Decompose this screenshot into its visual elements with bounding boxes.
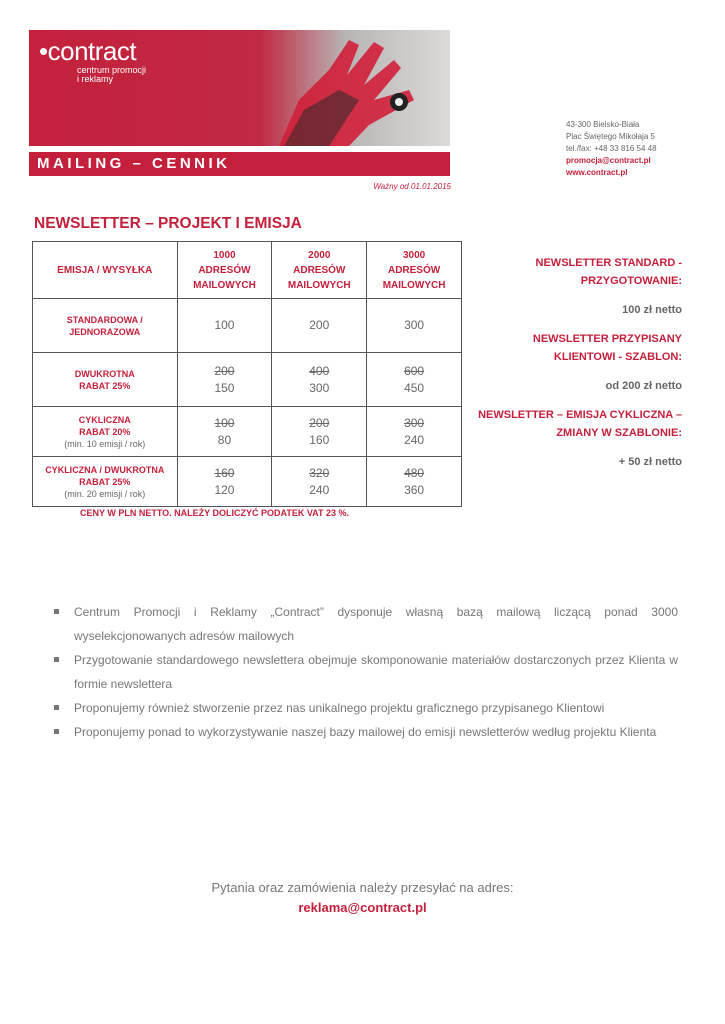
new-price: 80	[217, 432, 232, 447]
list-item	[54, 600, 678, 648]
side-template-price: od 200 zł netto	[605, 380, 682, 392]
old-price: 480	[404, 465, 425, 480]
section-title: NEWSLETTER – PROJEKT I EMISJA	[34, 215, 302, 232]
old-price: 160	[214, 465, 235, 480]
new-price: 240	[404, 432, 425, 447]
row-label-line-1: CYKLICZNA	[78, 414, 131, 425]
old-price: 400	[309, 363, 330, 378]
header-1000-number: 1000	[213, 249, 236, 261]
address-line-2: Plac Świętego Mikołaja 5	[566, 132, 655, 141]
info-bullet-list	[54, 600, 678, 744]
list-item-text: Proponujemy również stworzenie przez nas unikalnego projektu graficznego przypisanego Klientowi	[74, 701, 605, 715]
price-cell	[367, 457, 462, 507]
price-cell: 300	[367, 299, 462, 353]
logo-sub-line-2: i reklamy	[77, 74, 114, 84]
footer-question: Pytania oraz zamówienia należy przesyłać na adres:	[211, 880, 514, 895]
side-template-heading-1: NEWSLETTER PRZYPISANY	[532, 333, 682, 345]
footer-email-link[interactable]: reklama@contract.pl	[298, 900, 427, 915]
price-cell	[367, 353, 462, 407]
price-cell	[272, 457, 367, 507]
row-label	[33, 353, 178, 407]
vat-note: CENY W PLN NETTO. NALEŻY DOLICZYĆ PODATEK VAT 23 %.	[80, 508, 350, 518]
table-row	[33, 407, 462, 457]
page-title-bar	[29, 152, 450, 176]
list-item	[54, 720, 678, 744]
row-label	[33, 407, 178, 457]
address-line-1: 43-300 Bielsko-Biała	[566, 120, 640, 129]
header-2000-mailowych: MAILOWYCH	[287, 279, 351, 291]
bullet-square-icon	[54, 729, 59, 734]
row-label-line-1: STANDARDOWA /	[66, 314, 143, 325]
side-price-list	[476, 254, 682, 468]
header-3000-mailowych: MAILOWYCH	[382, 279, 446, 291]
new-price: 360	[404, 482, 425, 497]
row-label	[33, 457, 178, 507]
header-2000-number: 2000	[308, 249, 331, 261]
header-2000-adresow: ADRESÓW	[293, 264, 346, 276]
row-label-note: (min. 10 emisji / rok)	[64, 438, 146, 449]
price-cell	[177, 457, 272, 507]
row-label-note: (min. 20 emisji / rok)	[64, 488, 146, 499]
new-price: 450	[404, 380, 425, 395]
row-label-line-2: RABAT 20%	[79, 426, 131, 437]
side-standard-heading-1: NEWSLETTER STANDARD -	[535, 257, 682, 269]
old-price: 320	[309, 465, 330, 480]
row-label-line-2: RABAT 25%	[79, 380, 131, 391]
bullet-square-icon	[54, 705, 59, 710]
row-label-line-1: CYKLICZNA / DWUKROTNA	[45, 464, 165, 475]
old-price: 600	[404, 363, 425, 378]
header-1000-mailowych: MAILOWYCH	[193, 279, 256, 291]
price-cell	[177, 407, 272, 457]
table-row	[33, 457, 462, 507]
address-email-link[interactable]: promocja@contract.pl	[566, 156, 651, 165]
footer-contact	[0, 878, 725, 918]
old-price: 300	[404, 415, 425, 430]
new-price: 160	[309, 432, 330, 447]
logo-sub-line-1: centrum promocji	[77, 65, 147, 75]
table-row	[33, 299, 462, 353]
company-address	[566, 119, 657, 179]
list-item-text: Proponujemy ponad to wykorzystywanie naszej bazy mailowej do emisji newsletterów według projektu Klienta	[74, 725, 657, 739]
price-cell	[367, 407, 462, 457]
header-3000-number: 3000	[402, 249, 426, 261]
address-phone: tel./fax: +48 33 816 54 48	[566, 144, 657, 153]
new-price: 240	[309, 482, 330, 497]
address-web-link[interactable]: www.contract.pl	[566, 168, 628, 177]
price-cell: 200	[272, 299, 367, 353]
list-item-text: Centrum Promocji i Reklamy „Contract” dysponuje własną bazą mailową liczącą ponad 3000 wyselekcjonowanych adresów mailowych	[74, 605, 678, 643]
header-3000-adresow: ADRESÓW	[387, 264, 441, 276]
logo-subtitle	[77, 66, 146, 84]
validity-date: Ważny od 01.01.2015	[373, 182, 451, 191]
header-2000	[272, 242, 367, 299]
old-price: 100	[214, 415, 235, 430]
side-standard-price: 100 zł netto	[622, 304, 682, 316]
list-item	[54, 696, 678, 720]
price-cell	[177, 353, 272, 407]
row-label	[33, 299, 178, 353]
row-label-line-1: DWUKROTNA	[74, 368, 135, 379]
price-table	[32, 241, 462, 507]
price-cell	[272, 407, 367, 457]
page-title: MAILING – CENNIK	[37, 155, 231, 172]
price-cell	[272, 353, 367, 407]
new-price: 120	[214, 482, 235, 497]
row-label-line-2: RABAT 25%	[79, 476, 131, 487]
side-cyclic-heading-1: NEWSLETTER – EMISJA CYKLICZNA –	[478, 409, 682, 421]
side-cyclic-heading-2: ZMIANY W SZABLONIE:	[556, 427, 682, 439]
new-price: 150	[214, 380, 235, 395]
header-1000	[177, 242, 272, 299]
list-item	[54, 648, 678, 696]
row-label-line-2: JEDNORAZOWA	[69, 326, 141, 337]
header-1000-adresow: ADRESÓW	[198, 264, 251, 276]
price-cell: 100	[177, 299, 272, 353]
new-price: 300	[309, 380, 330, 395]
side-standard-heading-2: PRZYGOTOWANIE:	[580, 275, 682, 287]
old-price: 200	[214, 363, 235, 378]
bullet-square-icon	[54, 609, 59, 614]
header-emisja: EMISJA / WYSYŁKA	[33, 242, 178, 299]
bullet-square-icon	[54, 657, 59, 662]
table-header-row	[33, 242, 462, 299]
side-template-heading-2: KLIENTOWI - SZABLON:	[553, 351, 682, 363]
side-cyclic-price: + 50 zł netto	[618, 456, 682, 468]
header-banner	[29, 30, 450, 146]
header-3000	[367, 242, 462, 299]
contract-logo: •contract	[39, 36, 137, 66]
table-row	[33, 353, 462, 407]
list-item-text: Przygotowanie standardowego newslettera obejmuje skomponowanie materiałów dostarczonych przez Klienta w formie newslettera	[74, 653, 678, 691]
old-price: 200	[309, 415, 330, 430]
